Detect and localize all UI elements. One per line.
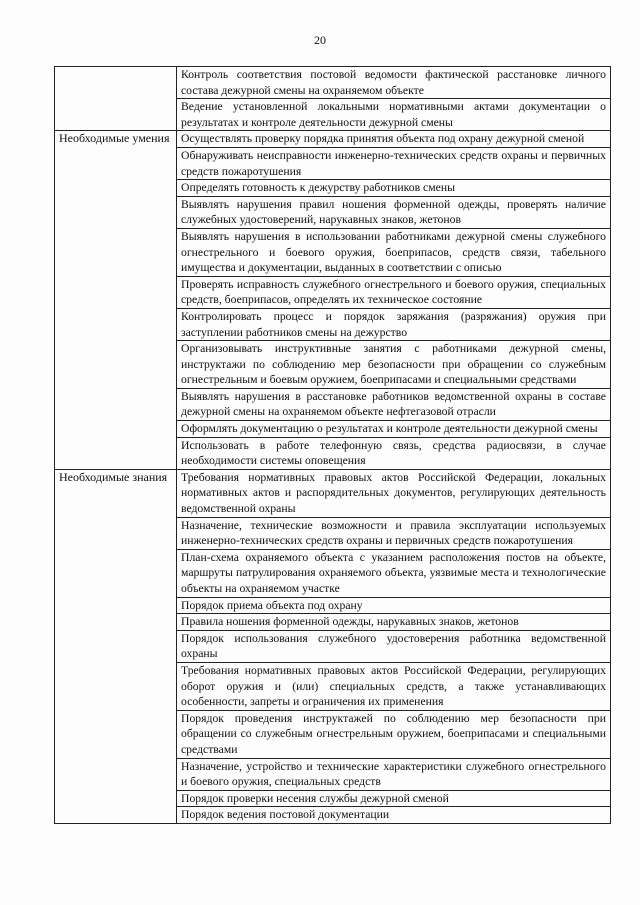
requirement-item: Контролировать процесс и порядок заряжания (разряжания) оружия при заступлении работников смены на дежурство	[177, 308, 611, 340]
requirement-item: Оформлять документацию о результатах и контроле деятельности дежурной смены	[177, 421, 611, 438]
requirement-item: План-схема охраняемого объекта с указанием расположения постов на объекте, маршруты патрулирования охраняемого объекта, уязвимые места и технологические объекты на охраняемом участке	[177, 549, 611, 597]
section-label	[55, 67, 177, 131]
requirement-item: Правила ношения форменной одежды, нарукавных знаков, жетонов	[177, 614, 611, 631]
requirement-item: Порядок ведения постовой документации	[177, 807, 611, 824]
requirement-item: Выявлять нарушения в расстановке работников ведомственной охраны в составе дежурной смены на охраняемом объекте нефтегазовой отрасли	[177, 388, 611, 420]
requirement-item: Порядок приема объекта под охрану	[177, 597, 611, 614]
requirement-item: Обнаруживать неисправности инженерно-технических средств охраны и первичных средств пожаротушения	[177, 147, 611, 179]
requirement-item: Организовывать инструктивные занятия с работниками дежурной смены, инструктажи по соблюдению мер безопасности при обращении со служебным огнестрельным и боевым оружием, боеприпасами и специальными средствами	[177, 341, 611, 389]
requirement-item: Использовать в работе телефонную связь, средства радиосвязи, в случае необходимости системы оповещения	[177, 437, 611, 469]
requirement-item: Проверять исправность служебного огнестрельного и боевого оружия, специальных средств, боеприпасов, определять их техническое состояние	[177, 276, 611, 308]
page-number: 20	[314, 33, 326, 47]
table-body	[55, 67, 611, 824]
requirement-item: Назначение, технические возможности и правила эксплуатации используемых инженерно-технических средств охраны и первичных средств пожаротушения	[177, 517, 611, 549]
requirement-item: Порядок проверки несения службы дежурной сменой	[177, 790, 611, 807]
requirement-item: Контроль соответствия постовой ведомости фактической расстановке личного состава дежурной смены на охраняемом объекте	[177, 67, 611, 99]
requirement-item: Определять готовность к дежурству работников смены	[177, 180, 611, 197]
section-label: Необходимые умения	[55, 131, 177, 469]
table-row	[55, 67, 611, 99]
requirement-item: Требования нормативных правовых актов Российской Федерации, регулирующих оборот оружия и (или) специальных средств, а также устанавливающих особенности, запреты и ограничения их применения	[177, 662, 611, 710]
requirement-item: Ведение установленной локальными нормативными актами документации о результатах и контроле деятельности дежурной смены	[177, 99, 611, 131]
requirement-item: Назначение, устройство и технические характеристики служебного огнестрельного и боевого оружия, специальных средств	[177, 758, 611, 790]
requirement-item: Выявлять нарушения правил ношения форменной одежды, проверять наличие служебных удостоверений, нарукавных знаков, жетонов	[177, 196, 611, 228]
requirement-item: Порядок проведения инструктажей по соблюдению мер безопасности при обращении со служебным огнестрельным оружием, боеприпасами и специальными средствами	[177, 710, 611, 758]
requirement-item: Порядок использования служебного удостоверения работника ведомственной охраны	[177, 630, 611, 662]
requirement-item: Требования нормативных правовых актов Российской Федерации, локальных нормативных актов и распорядительных документов, регулирующих деятельность ведомственной охраны	[177, 469, 611, 517]
competency-table	[54, 66, 611, 824]
table-row	[55, 131, 611, 148]
requirement-item: Выявлять нарушения в использовании работниками дежурной смены служебного огнестрельного и боевого оружия, боеприпасов, средств связи, табельного имущества и документации, выданных в соответствии с описью	[177, 228, 611, 276]
requirement-item: Осуществлять проверку порядка принятия объекта под охрану дежурной сменой	[177, 131, 611, 148]
section-label: Необходимые знания	[55, 469, 177, 823]
table-row	[55, 469, 611, 517]
